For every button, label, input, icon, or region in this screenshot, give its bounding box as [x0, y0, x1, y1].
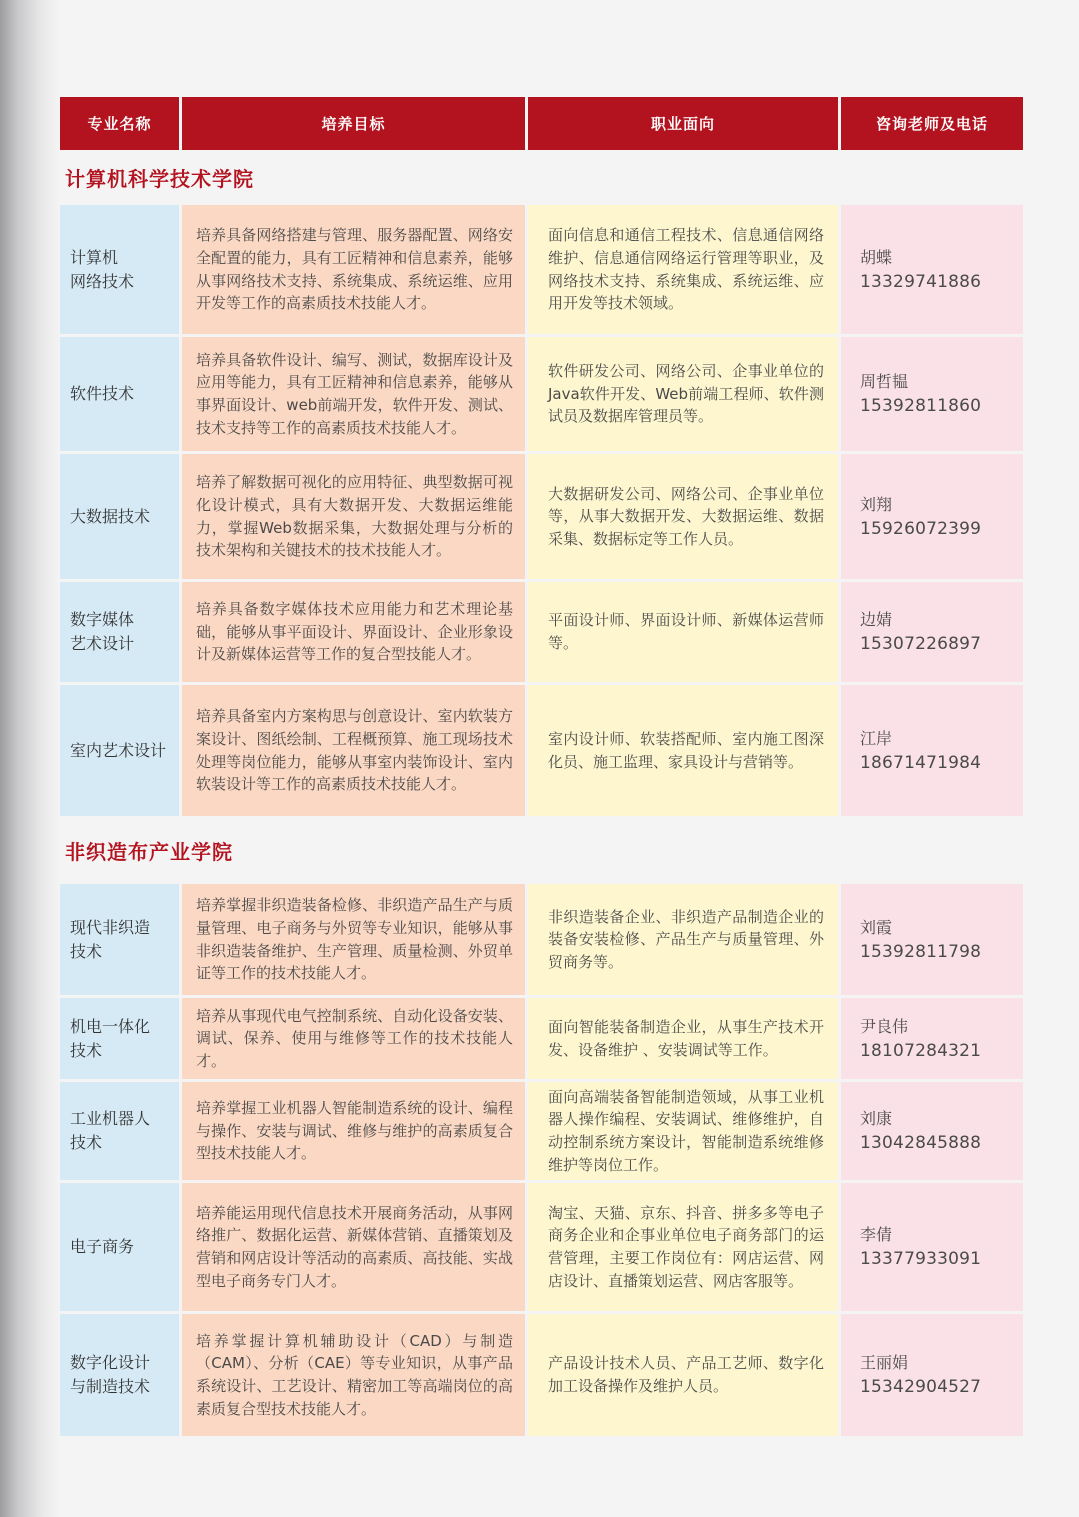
table-row	[60, 1314, 1020, 1436]
table-row	[60, 205, 1020, 334]
contact-name: 胡蝶	[860, 247, 893, 267]
training-goal: 培养了解数据可视化的应用特征、典型数据可视化设计模式，具有大数据开发、大数据运维能力，掌握Web数据采集，大数据处理与分析的技术架构和关键技术的技术技能人才。	[182, 454, 525, 579]
table-row	[60, 685, 1020, 816]
header-major: 专业名称	[60, 97, 179, 150]
contact-name: 王丽娟	[860, 1353, 909, 1372]
contact-phone: 18671471984	[860, 752, 982, 773]
contact-phone: 15342904527	[860, 1377, 982, 1397]
major-name: 电子商务	[60, 1183, 179, 1311]
table-row	[60, 998, 1020, 1079]
training-goal: 培养具备软件设计、编写、测试，数据库设计及应用等能力，具有工匠精神和信息素养，能够从事界面设计、web前端开发，软件开发、测试、技术支持等工作的高素质技术技能人才。	[182, 337, 525, 451]
table-row	[60, 454, 1020, 579]
career-direction: 非织造装备企业、非织造产品制造企业的装备安装检修、产品生产与质量管理、外贸商务等。	[528, 884, 838, 995]
career-direction: 面向信息和通信工程技术、信息通信网络维护、信息通信网络运行管理等职业，及网络技术支持、系统集成、系统运维、应用开发等技术领域。	[528, 205, 838, 334]
career-direction: 淘宝、天猫、京东、抖音、拼多多等电子商务企业和企事业单位电子商务部门的运营管理，主要工作岗位有：网店运营、网店设计、直播策划运营、网店客服等。	[528, 1183, 838, 1311]
major-name: 数字媒体 艺术设计	[60, 582, 179, 682]
contact	[841, 884, 1023, 995]
contact-name: 刘霞	[860, 917, 893, 937]
contact-name: 李倩	[860, 1225, 893, 1244]
contact-phone: 15307226897	[860, 634, 982, 654]
contact-phone: 13377933091	[860, 1249, 982, 1269]
college-majors	[60, 884, 1020, 1436]
training-goal: 培养从事现代电气控制系统、自动化设备安装、调试、保养、使用与维修等工作的技术技能人才。	[182, 998, 525, 1079]
contact	[841, 998, 1023, 1079]
career-direction: 大数据研发公司、网络公司、企事业单位等，从事大数据开发、大数据运维、数据采集、数据标定等工作人员。	[528, 454, 838, 579]
contact-name: 周哲韫	[860, 372, 909, 391]
training-goal: 培养具备室内方案构思与创意设计、室内软装方案设计、图纸绘制、工程概预算、施工现场技术处理等岗位能力，能够从事室内装饰设计、室内软装设计等工作的高素质技术技能人才。	[182, 685, 525, 816]
career-direction: 面向智能装备制造企业，从事生产技术开发、设备维护 、安装调试等工作。	[528, 998, 838, 1079]
major-name: 工业机器人 技术	[60, 1082, 179, 1180]
contact	[841, 205, 1023, 334]
table-row	[60, 337, 1020, 451]
contact-phone: 15392811860	[860, 396, 982, 416]
major-name: 室内艺术设计	[60, 685, 179, 816]
training-goal: 培养掌握工业机器人智能制造系统的设计、编程与操作、安装与调试、维修与维护的高素质复合型技术技能人才。	[182, 1082, 525, 1180]
career-direction: 软件研发公司、网络公司、企事业单位的Java软件开发、Web前端工程师、软件测试员及数据库管理员等。	[528, 337, 838, 451]
header-goal: 培养目标	[182, 97, 525, 150]
contact	[841, 1082, 1023, 1180]
contact-phone: 13042845888	[860, 1133, 982, 1153]
college-title: 非织造布产业学院	[65, 839, 233, 864]
contact	[841, 1183, 1023, 1311]
career-direction: 产品设计技术人员、产品工艺师、数字化加工设备操作及维护人员。	[528, 1314, 838, 1436]
table-row	[60, 1082, 1020, 1180]
table-row	[60, 1183, 1020, 1311]
contact-name: 刘翔	[860, 494, 893, 514]
contact-name: 江岸	[860, 728, 893, 748]
major-name: 软件技术	[60, 337, 179, 451]
table-row	[60, 582, 1020, 682]
college-title: 计算机科学技术学院	[65, 167, 254, 191]
contact-phone: 15926072399	[860, 518, 982, 539]
contact	[841, 582, 1023, 682]
contact-phone: 15392811798	[860, 941, 982, 962]
major-name: 大数据技术	[60, 454, 179, 579]
training-goal: 培养掌握非织造装备检修、非织造产品生产与质量管理、电子商务与外贸等专业知识，能够从事非织造装备维护、生产管理、质量检测、外贸单证等工作的技术技能人才。	[182, 884, 525, 995]
major-name: 数字化设计 与制造技术	[60, 1314, 179, 1436]
header-contact: 咨询老师及电话	[841, 97, 1023, 150]
training-goal: 培养具备数字媒体技术应用能力和艺术理论基础，能够从事平面设计、界面设计、企业形象设计及新媒体运营等工作的复合型技能人才。	[182, 582, 525, 682]
contact-phone: 13329741886	[860, 271, 982, 292]
major-name: 机电一体化 技术	[60, 998, 179, 1079]
contact	[841, 454, 1023, 579]
major-name: 计算机 网络技术	[60, 205, 179, 334]
table-header	[60, 97, 1020, 150]
career-direction: 平面设计师、界面设计师、新媒体运营师等。	[528, 582, 838, 682]
header-career: 职业面向	[528, 97, 838, 150]
career-direction: 面向高端装备智能制造领域，从事工业机器人操作编程、安装调试、维修维护，自动控制系统方案设计，智能制造系统维修维护等岗位工作。	[528, 1082, 838, 1180]
table-row	[60, 884, 1020, 995]
contact	[841, 337, 1023, 451]
training-goal: 培养掌握计算机辅助设计（CAD）与制造（CAM）、分析（CAE）等专业知识，从事产品系统设计、工艺设计、精密加工等高端岗位的高素质复合型技术技能人才。	[182, 1314, 525, 1436]
contact	[841, 685, 1023, 816]
contact	[841, 1314, 1023, 1436]
career-direction: 室内设计师、软装搭配师、室内施工图深化员、施工监理、家具设计与营销等。	[528, 685, 838, 816]
major-name: 现代非织造 技术	[60, 884, 179, 995]
page-edge-shadow	[0, 0, 60, 1517]
majors-table	[60, 97, 1020, 1436]
contact-phone: 18107284321	[860, 1040, 982, 1061]
contact-name: 刘康	[860, 1109, 893, 1128]
contact-name: 尹良伟	[860, 1016, 909, 1036]
training-goal: 培养具备网络搭建与管理、服务器配置、网络安全配置的能力，具有工匠精神和信息素养，能够从事网络技术支持、系统集成、系统运维、应用开发等工作的高素质技术技能人才。	[182, 205, 525, 334]
contact-name: 边婧	[860, 610, 893, 629]
college-majors	[60, 205, 1020, 816]
training-goal: 培养能运用现代信息技术开展商务活动，从事网络推广、数据化运营、新媒体营销、直播策划及营销和网店设计等活动的高素质、高技能、实战型电子商务专门人才。	[182, 1183, 525, 1311]
